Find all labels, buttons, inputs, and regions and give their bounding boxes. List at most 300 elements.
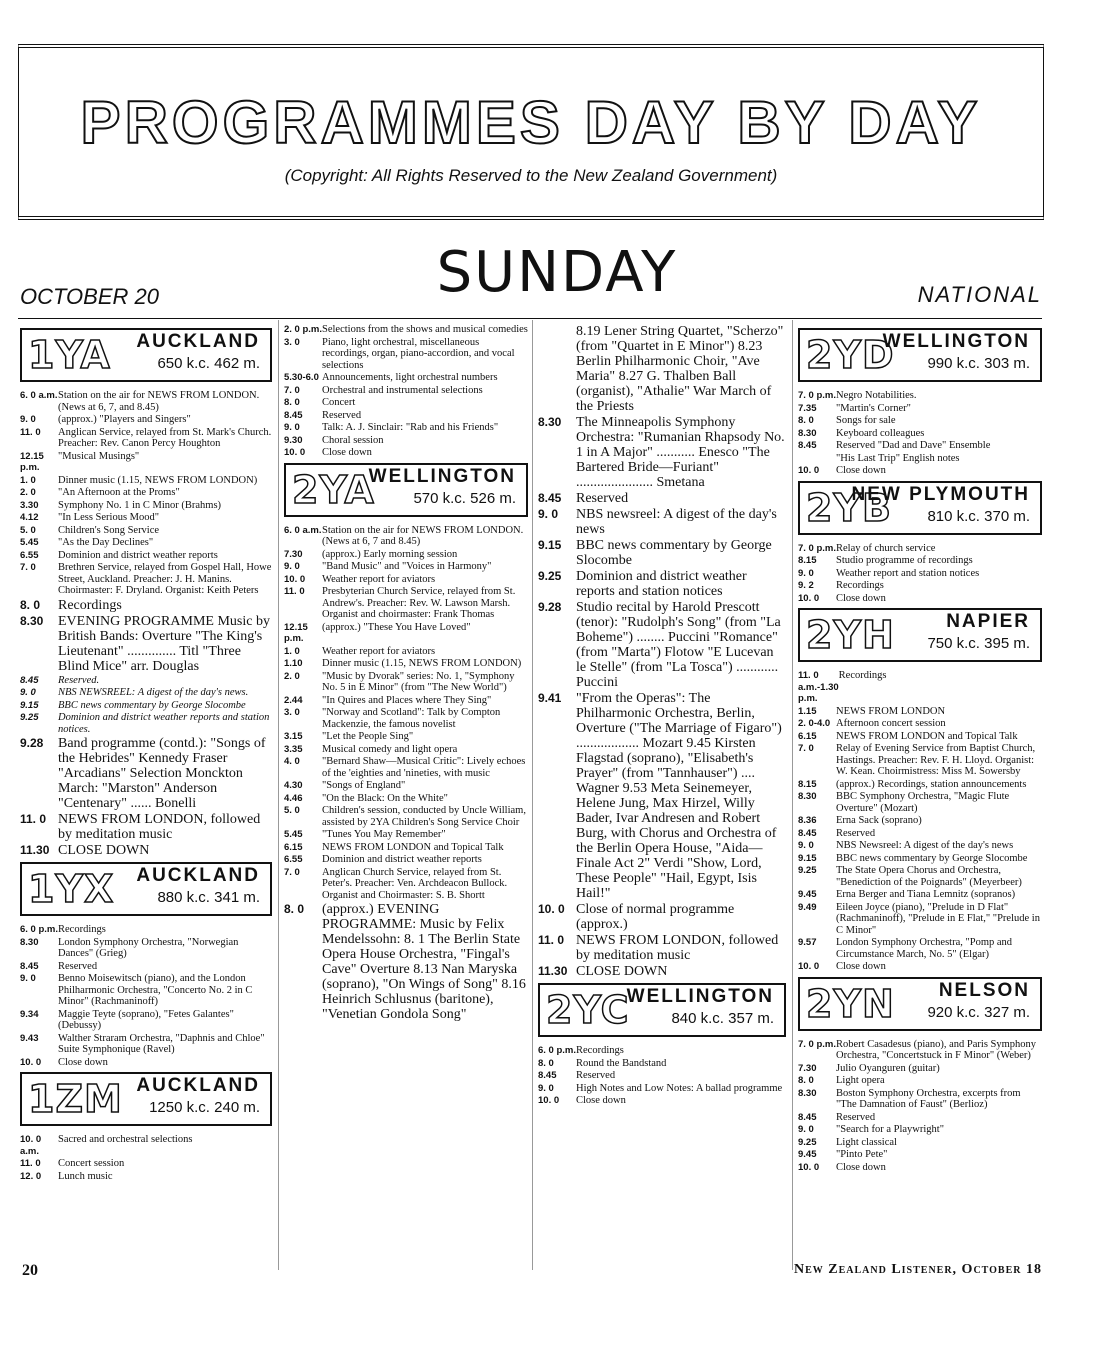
header-frame [18, 44, 1044, 220]
programme-time: 9. 0 [20, 973, 36, 984]
programme-description: "Pinto Pete" [836, 1149, 888, 1160]
programme-item [284, 902, 528, 1022]
programme-description: BBC news commentary by George Slocombe [58, 699, 246, 711]
programme-description: Recordings [836, 580, 884, 591]
programme-item [798, 718, 1042, 730]
programme-description: Station on the air for NEWS FROM LONDON. (News at 6, 7 and 8.45) [322, 524, 524, 547]
programme-item [284, 744, 528, 756]
programme-item [798, 1063, 1042, 1075]
programme-description: The Minneapolis Symphony Orchestra: "Rumanian Rhapsody No. 1 in A Major" ........... Enesco "The Bartered Bride—Furiant" ...................... Smetana [576, 415, 785, 490]
programme-description: Selections from the shows and musical comedies [322, 324, 528, 335]
station-call: 2YD [806, 333, 895, 377]
programme-description: Close down [836, 592, 886, 604]
programme-item [284, 435, 528, 447]
station-freq: 1250 k.c. 240 m. [149, 1099, 260, 1116]
programme-item [538, 902, 786, 932]
programme-description: Choral session [322, 434, 384, 446]
programme-item [20, 961, 272, 973]
programme-description: Dominion and district weather reports and station notices [576, 569, 747, 599]
station-call: 1YA [28, 333, 111, 377]
programme-time: 8. 0 [798, 1075, 814, 1086]
column-2 [284, 324, 528, 1023]
programme-description: Recordings [58, 924, 106, 935]
programme-item [284, 622, 528, 645]
banner-title: PROGRAMMES DAY BY DAY [80, 89, 982, 156]
programme-description: CLOSE DOWN [58, 843, 150, 858]
programme-description: Close down [836, 465, 886, 476]
programme-item [284, 707, 528, 730]
programme-item [284, 829, 528, 841]
programme-description: "Let the People Sing" [322, 731, 414, 742]
programme-item [538, 1058, 786, 1070]
programme-item [798, 453, 1042, 465]
programme-time: 5.30-6.0 [284, 372, 319, 383]
programme-item [798, 403, 1042, 415]
programme-time: 6.15 [284, 841, 303, 853]
programme-description: Songs for sale [836, 415, 896, 426]
page-number: 20 [22, 1262, 38, 1279]
publication-footer: New Zealand Listener, October 18 [793, 1262, 1042, 1277]
programme-item [20, 512, 272, 524]
programme-item [284, 793, 528, 805]
programme-time: 10. 0 [284, 573, 306, 585]
programme-description: Dinner music (1.15, NEWS FROM LONDON) [322, 658, 522, 669]
programme-time: 10. 0 [798, 961, 820, 972]
programme-time: 8.45 [538, 1070, 557, 1081]
programme-description: Recordings [838, 670, 887, 681]
programme-description: "Martin's Corner" [836, 402, 911, 414]
programme-time: 6.55 [20, 549, 39, 561]
programme-time: 8. 0 [284, 902, 305, 916]
programme-item [20, 1009, 272, 1032]
programme-description: "His Last Trip" English notes [836, 452, 960, 464]
programme-time: 8.30 [798, 1087, 817, 1099]
programme-description: Light classical [836, 1136, 897, 1148]
programme-time: 7. 0 [20, 562, 36, 573]
programme-description: CLOSE DOWN [576, 964, 668, 979]
programme-time: 8.45 [20, 674, 39, 686]
programme-description: Negro Notabilities. [836, 390, 917, 401]
programme-item [284, 586, 528, 621]
programme-time: 12.15 p.m. [20, 450, 44, 473]
programme-time: 9.28 [538, 600, 562, 614]
network-label: NATIONAL [917, 282, 1042, 307]
programme-description: "Search for a Playwright" [836, 1124, 944, 1135]
programme-item [798, 543, 1042, 555]
programme-item [20, 1057, 272, 1069]
programme-time: 8.45 [798, 440, 817, 451]
programme-description: "In Quires and Places where They Sing" [322, 694, 492, 706]
station-header-2yb [798, 481, 1042, 535]
programme-item [20, 924, 272, 936]
programme-item [538, 1070, 786, 1082]
programme-item [284, 731, 528, 743]
programme-time: 8.45 [798, 827, 817, 839]
programme-time: 10. 0 [798, 1161, 820, 1173]
programme-item [798, 1088, 1042, 1111]
programme-item [798, 1124, 1042, 1136]
programme-item [538, 933, 786, 963]
programme-description: (approx.) "These You Have Loved" [322, 621, 471, 633]
programme-time: 9. 0 [798, 840, 814, 851]
programme-time: 7.30 [284, 548, 303, 560]
programme-item [798, 555, 1042, 567]
programme-item [798, 1137, 1042, 1149]
programme-time: 6.15 [798, 730, 817, 742]
programme-time: 9. 0 [538, 1082, 554, 1094]
programme-time: 2. 0 [284, 670, 300, 682]
programme-description: Reserved [576, 1070, 616, 1081]
programme-time: 4.30 [284, 780, 303, 791]
programme-item [798, 1162, 1042, 1174]
programme-description: Brethren Service, relayed from Gospel Hall, Howe Street, Auckland. Preacher: J. H. Manins. Choirmaster: F. Dryland. Organist: Keith Peters [58, 562, 272, 596]
programme-description: Weather report for aviators [322, 573, 436, 585]
programme-description: 8.19 Lener String Quartet, "Scherzo" (from "Quartet in E Minor") 8.23 Berlin Philharmonic Choir, "Ave Maria" 8.27 G. Thalben Ball (organist), "Athalie" War March of the Priests [576, 324, 784, 414]
programme-item [798, 828, 1042, 840]
programme-time: 3.15 [284, 731, 303, 742]
programme-description: Julio Oyanguren (guitar) [836, 1062, 940, 1074]
column-3 [538, 324, 786, 1108]
programme-description: Recordings [58, 597, 122, 613]
station-header-1zm [20, 1072, 272, 1126]
programme-description: Reserved [836, 827, 876, 839]
programme-time: 11. 0 [20, 426, 41, 438]
programme-description: BBC news commentary by George Slocombe [836, 852, 1028, 864]
programme-item [20, 843, 272, 858]
programme-time: 9.28 [20, 736, 44, 750]
programme-time: 9.25 [20, 712, 39, 723]
programme-description: Benno Moisewitsch (piano), and the London Philharmonic Orchestra, "Concerto No. 2 in C Minor" (Rachmaninoff) [58, 973, 253, 1007]
programme-description: Presbyterian Church Service, relayed from St. Andrew's. Preacher: Rev. W. Lawson Marsh. Organist and choirmaster: Frank Thomas [322, 586, 516, 620]
programme-time: 10. 0 [538, 1095, 560, 1106]
programme-description: Eileen Joyce (piano), "Prelude in D Flat" (Rachmaninoff), "Prelude in E Flat," "Prelude in C Minor" [836, 901, 1040, 936]
programme-time: 10. 0 [798, 592, 820, 604]
station-city: NAPIER [946, 611, 1030, 632]
programme-description: Boston Symphony Orchestra, excerpts from "The Damnation of Faust" (Berlioz) [836, 1087, 1021, 1110]
programme-time: 8.30 [538, 415, 562, 429]
column-divider [278, 320, 279, 1270]
programme-time: 9. 0 [538, 507, 559, 521]
programme-item [284, 422, 528, 434]
programme-time: 8.30 [798, 427, 817, 439]
programme-time: 9.25 [798, 865, 817, 876]
programme-item [798, 580, 1042, 592]
programme-item [538, 324, 786, 414]
programme-time: 5.45 [20, 537, 39, 548]
programme-item [798, 593, 1042, 605]
programme-item [798, 1039, 1042, 1062]
programme-time: 8.45 [284, 409, 303, 421]
programme-description: Children's Song Service [58, 524, 160, 536]
programme-time: 11. 0 [20, 812, 47, 826]
programme-time: 3. 0 [284, 707, 300, 718]
programme-description: NEWS FROM LONDON, followed by meditation music [576, 933, 779, 963]
programme-item [798, 706, 1042, 718]
column-divider [792, 320, 793, 1270]
programme-item [284, 397, 528, 409]
programme-description: Close of normal programme (approx.) [576, 902, 735, 932]
programme-item [284, 337, 528, 372]
programme-time: 9.15 [20, 699, 39, 711]
programme-description: Close down [322, 447, 372, 458]
programme-time: 4. 0 [284, 756, 300, 767]
station-header-1yx [20, 862, 272, 916]
programme-item [20, 687, 272, 699]
programme-item [284, 385, 528, 397]
programme-description: NEWS FROM LONDON [836, 705, 946, 717]
programme-time: 6.55 [284, 854, 303, 865]
programme-description: Robert Casadesus (piano), and Paris Symphony Orchestra, "Concertstuck in F Minor" (Weber) [836, 1038, 1037, 1061]
programme-description: Dominion and district weather reports [322, 854, 482, 865]
programme-time: 10. 0 [798, 465, 820, 476]
programme-description: NBS Newsreel: A digest of the day's news [836, 840, 1014, 851]
programme-description: Reserved "Dad and Dave" Ensemble [836, 440, 991, 451]
programme-description: High Notes and Low Notes: A ballad programme [576, 1082, 783, 1094]
programme-time: 5. 0 [20, 524, 36, 536]
programme-time: 1. 0 [284, 645, 300, 657]
programme-time: 9.45 [798, 1149, 817, 1160]
programme-description: Talk: A. J. Sinclair: "Rab and his Friends" [322, 422, 499, 433]
programme-time: 2. 0 p.m. [284, 324, 323, 335]
programme-item [798, 865, 1042, 888]
programme-time: 2. 0-4.0 [798, 718, 831, 729]
programme-time: 8.36 [798, 815, 817, 826]
programme-description: Studio programme of recordings [836, 555, 973, 566]
programme-time: 3.30 [20, 499, 39, 511]
programme-description: Station on the air for NEWS FROM LONDON. (News at 6, 7, and 8.45) [58, 390, 260, 413]
programme-time: 9.57 [798, 937, 817, 948]
programme-description: Symphony No. 1 in C Minor (Brahms) [58, 499, 222, 511]
station-call: 1ZM [28, 1077, 123, 1121]
programme-time: 11. 0 a.m.-1.30 p.m. [798, 670, 839, 704]
programme-item [20, 973, 272, 1008]
programme-time: 8.30 [798, 791, 817, 802]
station-city: NEW PLYMOUTH [851, 483, 1030, 505]
programme-description: Sacred and orchestral selections [58, 1134, 193, 1145]
station-header-2ya [284, 463, 528, 517]
programme-item [20, 562, 272, 597]
programme-item [798, 779, 1042, 791]
programme-time [538, 324, 576, 414]
header-rule [18, 318, 1042, 319]
programme-item [798, 840, 1042, 852]
programme-item [538, 1083, 786, 1095]
station-freq: 810 k.c. 370 m. [927, 507, 1030, 525]
programme-time: 11.30 [20, 843, 50, 857]
programme-item [798, 1149, 1042, 1161]
programme-item [284, 574, 528, 586]
programme-description: Band programme (contd.): "Songs of the Hebrides" Kennedy Fraser "Arcadians" Selection Monckton March: "Marston" Anderson "Centenary" ...... Bonelli [58, 736, 266, 811]
programme-description: Reserved [576, 491, 629, 506]
programme-item [538, 491, 786, 506]
station-freq: 750 k.c. 395 m. [927, 635, 1030, 652]
programme-description: Close down [58, 1056, 108, 1068]
column-1 [20, 324, 272, 1183]
programme-description: "Bernard Shaw—Musical Critic": Lively echoes of the 'eighties and 'nineties, with music [322, 756, 526, 779]
day-heading: SUNDAY [436, 240, 678, 305]
programme-time: 3.35 [284, 743, 303, 755]
programme-time: 8.45 [20, 960, 39, 972]
programme-item [538, 507, 786, 537]
programme-item [20, 937, 272, 960]
programme-description: Light opera [836, 1075, 885, 1086]
station-call: 2YN [806, 981, 895, 1026]
programme-time: 3. 0 [284, 336, 300, 348]
programme-description: Dominion and district weather reports [58, 549, 218, 561]
programme-description: NEWS FROM LONDON and Topical Talk [322, 841, 504, 853]
programme-description: "Songs of England" [322, 780, 406, 791]
programme-time: 7. 0 p.m. [798, 1038, 837, 1050]
programme-time: 5.45 [284, 829, 303, 840]
programme-description: "As the Day Declines" [58, 537, 154, 548]
programme-description: Concert [322, 397, 356, 408]
programme-description: (approx.) Early morning session [322, 548, 458, 560]
programme-description: BBC Symphony Orchestra, "Magic Flute Overture" (Mozart) [836, 791, 1010, 814]
programme-description: Reserved [58, 960, 98, 972]
programme-description: Studio recital by Harold Prescott (tenor): "Rudolph's Song" (from "La Boheme") ........ Puccini "Romance" (from "Marta") Flotow "E Lucevan le Stelle" (from "La Tosca") ............ Puccini [576, 600, 781, 690]
programme-time: 4.12 [20, 512, 39, 523]
programme-item [20, 614, 272, 674]
programme-item [798, 902, 1042, 937]
programme-item [798, 889, 1042, 901]
programme-item [798, 1075, 1042, 1087]
programme-time: 7. 0 [284, 866, 300, 878]
programme-item [284, 447, 528, 459]
programme-description: Lunch music [58, 1170, 113, 1182]
programme-item [798, 937, 1042, 960]
station-freq: 880 k.c. 341 m. [157, 889, 260, 906]
programme-description: (approx.) "Players and Singers" [58, 414, 191, 425]
programme-item [20, 451, 272, 474]
programme-time: 9.15 [538, 538, 562, 552]
programme-item [20, 390, 272, 413]
programme-item [284, 525, 528, 548]
station-freq: 840 k.c. 357 m. [671, 1010, 774, 1027]
programme-item [20, 700, 272, 712]
programme-time: 1.15 [798, 705, 817, 717]
programme-time: 2.44 [284, 694, 303, 706]
programme-description: Weather report for aviators [322, 645, 436, 657]
programme-time: 9.49 [798, 901, 817, 913]
programme-description: Afternoon concert session [836, 718, 946, 729]
programme-item [798, 428, 1042, 440]
programme-description: Keyboard colleagues [836, 427, 925, 439]
programme-time: 6. 0 a.m. [20, 390, 58, 401]
programme-description: Reserved [836, 1111, 876, 1123]
programme-description: "Norway and Scotland": Talk by Compton Mackenzie, the famous novelist [322, 707, 501, 730]
programme-description: NEWS FROM LONDON and Topical Talk [836, 730, 1018, 742]
column-4 [798, 324, 1042, 1174]
programme-description: London Symphony Orchestra, "Pomp and Circumstance March, No. 5" (Elgar) [836, 937, 1013, 960]
programme-item [798, 415, 1042, 427]
programme-description: Anglican Service, relayed from St. Mark's Church. Preacher: Rev. Canon Percy Houghton [58, 426, 272, 449]
programme-time [798, 453, 836, 465]
programme-description: Reserved. [58, 674, 100, 686]
programme-item [284, 671, 528, 694]
programme-description: Reserved [322, 409, 362, 421]
programme-item [20, 1134, 272, 1157]
programme-description: BBC news commentary by George Slocombe [576, 538, 772, 568]
programme-item [798, 791, 1042, 814]
programme-time: 9.25 [798, 1136, 817, 1148]
programme-time: 8.45 [538, 491, 562, 505]
programme-description: Round the Bandstand [576, 1057, 667, 1069]
programme-description: Relay of church service [836, 542, 936, 554]
station-call: 2YH [806, 613, 895, 657]
programme-description: London Symphony Orchestra, "Norwegian Dances" (Grieg) [58, 936, 239, 959]
programme-item [284, 756, 528, 779]
programme-item [20, 537, 272, 549]
programme-time: 8.45 [798, 1111, 817, 1123]
programme-description: Dominion and district weather reports and station notices. [58, 712, 270, 735]
programme-item [20, 1033, 272, 1056]
programme-item [538, 1045, 786, 1057]
programme-time: 10. 0 a.m. [20, 1134, 42, 1157]
programme-item [798, 568, 1042, 580]
programme-description: Walther Straram Orchestra, "Daphnis and Chloe" Suite Symphonique (Ravel) [58, 1032, 265, 1055]
programme-item [284, 410, 528, 422]
programme-time: 9. 0 [20, 687, 36, 698]
programme-item [20, 414, 272, 426]
programme-time: 9. 0 [284, 561, 300, 572]
programme-description: Musical comedy and light opera [322, 743, 458, 755]
programme-description: EVENING PROGRAMME Music by British Bands: Overture "The King's Lieutenant" .............. Titl "Three Blind Mice" arr. Douglas [58, 613, 270, 674]
programme-item [798, 743, 1042, 778]
programme-item [798, 465, 1042, 477]
station-freq: 920 k.c. 327 m. [927, 1003, 1030, 1021]
station-header-2yh [798, 608, 1042, 662]
programme-item [798, 731, 1042, 743]
programme-item [20, 550, 272, 562]
programme-time: 7. 0 [798, 743, 814, 754]
programme-description: Close down [836, 961, 886, 972]
programme-item [20, 487, 272, 499]
station-header-1ya [20, 328, 272, 382]
programme-item [284, 646, 528, 658]
programme-description: Announcements, light orchestral numbers [322, 372, 498, 383]
programme-description: "Musical Musings" [58, 450, 140, 462]
programme-time: 7. 0 p.m. [798, 390, 837, 401]
programme-time: 9. 2 [798, 580, 814, 591]
programme-description: Erna Sack (soprano) [836, 815, 922, 826]
programme-description: The State Opera Chorus and Orchestra, "Benediction of the Poignards" (Meyerbeer) [836, 865, 1022, 888]
programme-description: Maggie Teyte (soprano), "Fetes Galantes" (Debussy) [58, 1008, 234, 1031]
programme-item [538, 538, 786, 568]
programme-time: 5. 0 [284, 805, 300, 816]
programme-item [538, 1095, 786, 1107]
programme-item [284, 561, 528, 573]
programme-item [20, 712, 272, 735]
programme-item [284, 658, 528, 670]
programme-description: "Band Music" and "Voices in Harmony" [322, 561, 492, 572]
programme-item [284, 867, 528, 902]
programme-time: 2. 0 [20, 487, 36, 498]
programme-description: "On the Black: On the White" [322, 792, 448, 804]
programme-description: "Tunes You May Remember" [322, 829, 446, 840]
programme-item [798, 853, 1042, 865]
programme-time: 8. 0 [20, 597, 41, 612]
programme-item [538, 964, 786, 979]
programme-item [20, 525, 272, 537]
programme-time: 7. 0 p.m. [798, 542, 837, 554]
programme-item [284, 372, 528, 384]
programme-description: NEWS FROM LONDON, followed by meditation music [58, 812, 261, 842]
programme-item [284, 805, 528, 828]
programme-item [20, 1158, 272, 1170]
programme-item [284, 780, 528, 792]
programme-description: Close down [576, 1095, 626, 1106]
programme-description: Concert session [58, 1158, 125, 1169]
